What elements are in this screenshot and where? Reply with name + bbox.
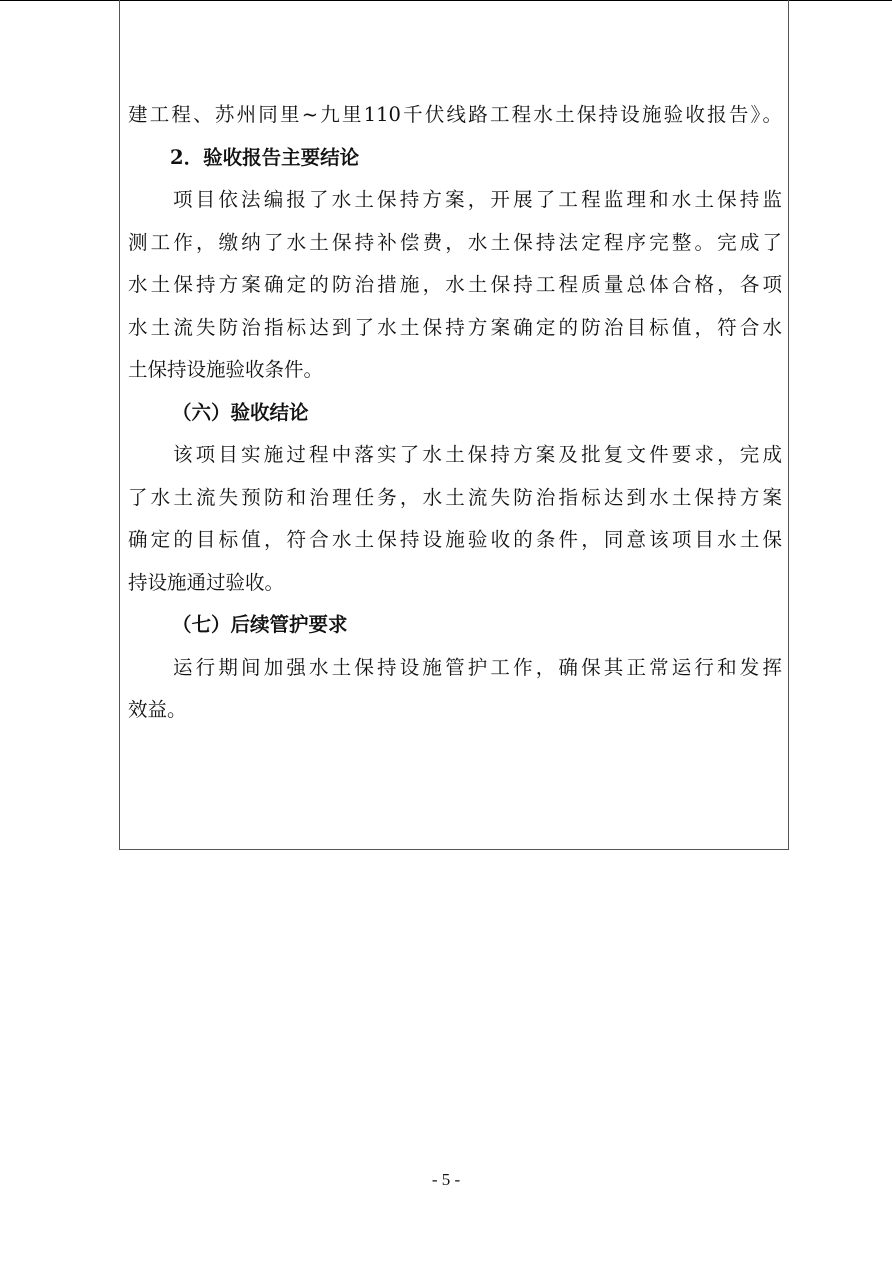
paragraph-line: 项目依法编报了水土保持方案，开展了工程监理和水土保持监 xyxy=(173,188,782,211)
paragraph-line: 运行期间加强水土保持设施管护工作，确保其正常运行和发挥 xyxy=(173,655,782,679)
section-heading-follow-up: （七）后续管护要求 xyxy=(172,613,348,636)
section-heading-acceptance-conclusion: （六）验收结论 xyxy=(172,400,309,424)
paragraph-line: 水土保持方案确定的防治措施，水土保持工程质量总体合格，各项 xyxy=(128,273,782,296)
paragraph-line: 该项目实施过程中落实了水土保持方案及批复文件要求，完成 xyxy=(173,443,782,466)
document-body xyxy=(128,94,782,732)
page-number: - 5 - xyxy=(431,1170,461,1189)
paragraph-line: 持设施通过验收。 xyxy=(128,570,285,594)
paragraph-line: 水土流失防治指标达到了水土保持方案确定的防治目标值，符合水 xyxy=(128,315,782,339)
paragraph-line: 土保持设施验收条件。 xyxy=(128,358,324,381)
section-heading-conclusions: 2．验收报告主要结论 xyxy=(170,145,360,169)
paragraph-line: 建工程、苏州同里~九里110千伏线路工程水土保持设施验收报告》。 xyxy=(128,103,782,126)
paragraph-line: 测工作，缴纳了水土保持补偿费，水土保持法定程序完整。完成了 xyxy=(128,230,782,254)
paragraph-line: 效益。 xyxy=(128,698,187,721)
paragraph-line: 了水土流失预防和治理任务，水土流失防治指标达到水土保持方案 xyxy=(128,485,782,509)
paragraph-line: 确定的目标值，符合水土保持设施验收的条件，同意该项目水土保 xyxy=(128,528,782,551)
